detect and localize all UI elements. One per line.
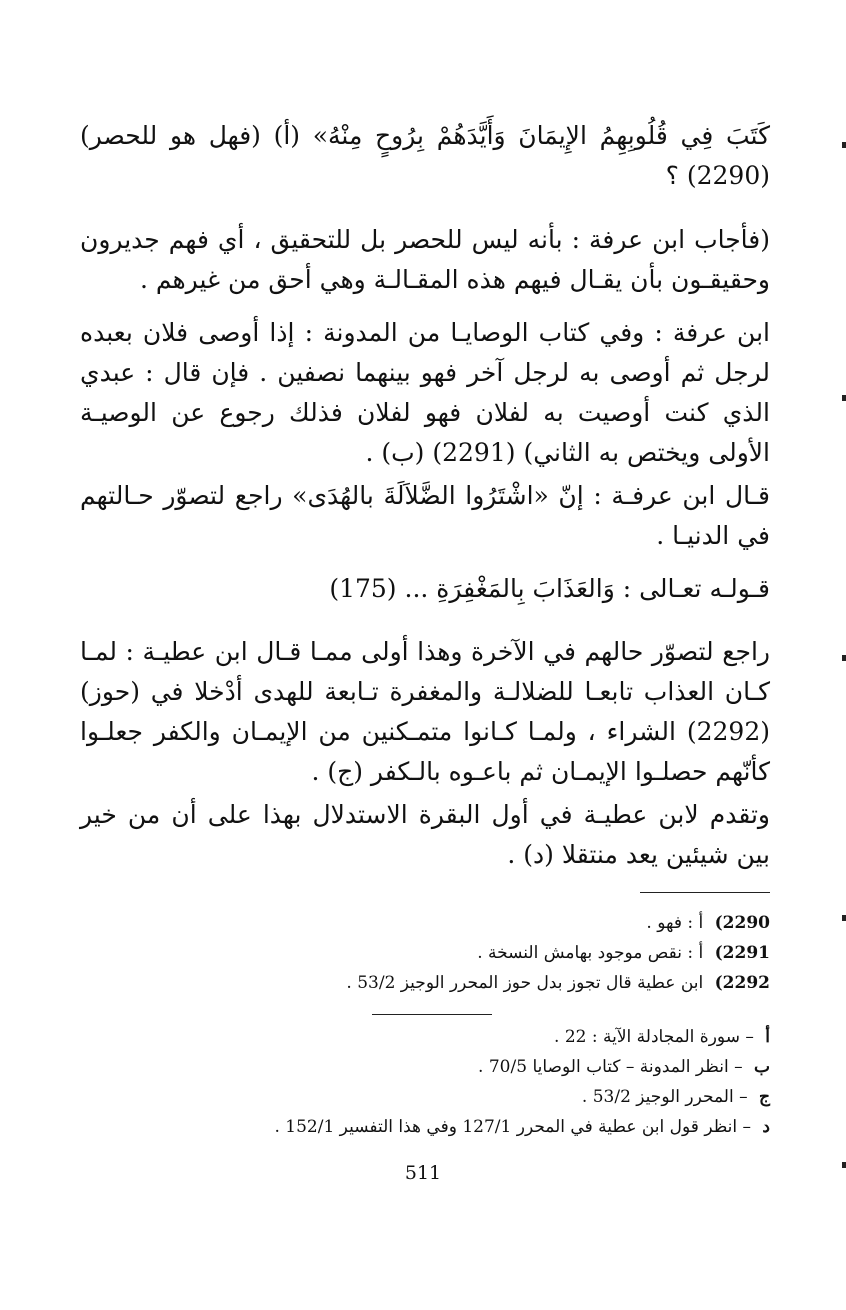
- source-note-j: [250, 1081, 770, 1113]
- sources-divider: [372, 1014, 492, 1015]
- margin-mark: [842, 655, 846, 661]
- footnote-divider: [640, 892, 770, 893]
- page-number: 511: [404, 1162, 442, 1184]
- margin-mark: [842, 142, 846, 148]
- source-note-b: [250, 1051, 770, 1083]
- paragraph-2: (فأجاب ابن عرفة : بأنه ليس للحصر بل للتحقيق ، أي فهم جديرون وحقيقـون بأن يقـال فيهم هذه المقـالـة وهي أحق من غيرهم .: [80, 225, 770, 294]
- source-text: – انظر المدونة – كتاب الوصايا 70/5 .: [478, 1057, 743, 1077]
- margin-mark: [842, 915, 846, 921]
- source-text: – سورة المجادلة الآية : 22 .: [554, 1027, 754, 1047]
- footnote-number: 2291): [714, 943, 770, 963]
- footnote-2291: [250, 937, 770, 969]
- footnote-2290: [250, 907, 770, 939]
- footnote-text: أ : فهو .: [646, 913, 704, 933]
- source-letter: أ: [765, 1027, 770, 1047]
- paragraph-5: قـولـه تعـالى : وَالعَذَابَ بِالمَغْفِرَةِ ... (175): [329, 574, 770, 603]
- source-note-a: [250, 1021, 770, 1053]
- footnote-number: 2292): [714, 973, 770, 993]
- footnote-text: ابن عطية قال تجوز بدل حوز المحرر الوجيز 53/2 .: [346, 973, 704, 993]
- paragraph-4: قـال ابن عرفـة : إنّ «اشْتَرُوا الضَّلاَلَةَ بالهُدَى» راجع لتصوّر حـالتهم في الدنيـا .: [80, 481, 770, 550]
- source-letter: د: [762, 1117, 770, 1137]
- margin-mark: [842, 1162, 846, 1168]
- source-text: – انظر قول ابن عطية في المحرر 127/1 وفي هذا التفسير 152/1 .: [274, 1117, 752, 1137]
- source-note-d: [250, 1111, 770, 1143]
- footnote-text: أ : نقص موجود بهامش النسخة .: [477, 943, 704, 963]
- source-text: – المحرر الوجيز 53/2 .: [581, 1087, 748, 1107]
- paragraph-6: راجع لتصوّر حالهم في الآخرة وهذا أولى ممـا قـال ابن عطيـة : لمـا كـان العذاب تابعـا للضلالـة والمغفرة تـابعة للهدى أدْخلا في (حوز) (2292) الشراء ، ولمـا كـانوا متمـكنين من الإيمـان والكفر جعلـوا كأنّهم حصلـوا الإيمـان ثم باعـوه بالـكفر (ج) .: [80, 637, 770, 786]
- source-letter: ب: [753, 1057, 770, 1077]
- margin-mark: [842, 395, 846, 401]
- paragraph-1: كَتَبَ فِي قُلُوبِهِمُ الإِيمَانَ وَأَيَّدَهُمْ بِرُوحٍ مِنْهُ» (أ) (فهل هو للحصر) (2290) ؟: [80, 121, 770, 190]
- footnote-2292: [250, 967, 770, 999]
- footnote-number: 2290): [714, 913, 770, 933]
- paragraph-7: وتقدم لابن عطيـة في أول البقرة الاستدلال بهذا على أن من خير بين شيئين يعد منتقلا (د) .: [80, 800, 770, 869]
- paragraph-3: ابن عرفة : وفي كتاب الوصايـا من المدونة : إذا أوصى فلان بعبده لرجل ثم أوصى به لرجل آخر فهو بينهما نصفين . فإن قال : عبدي الذي كنت أوصيت به لفلان فهو لفلان فذلك رجوع عن الوصيـة الأولى ويختص به الثاني) (2291) (ب) .: [80, 318, 770, 467]
- source-letter: ج: [759, 1087, 770, 1107]
